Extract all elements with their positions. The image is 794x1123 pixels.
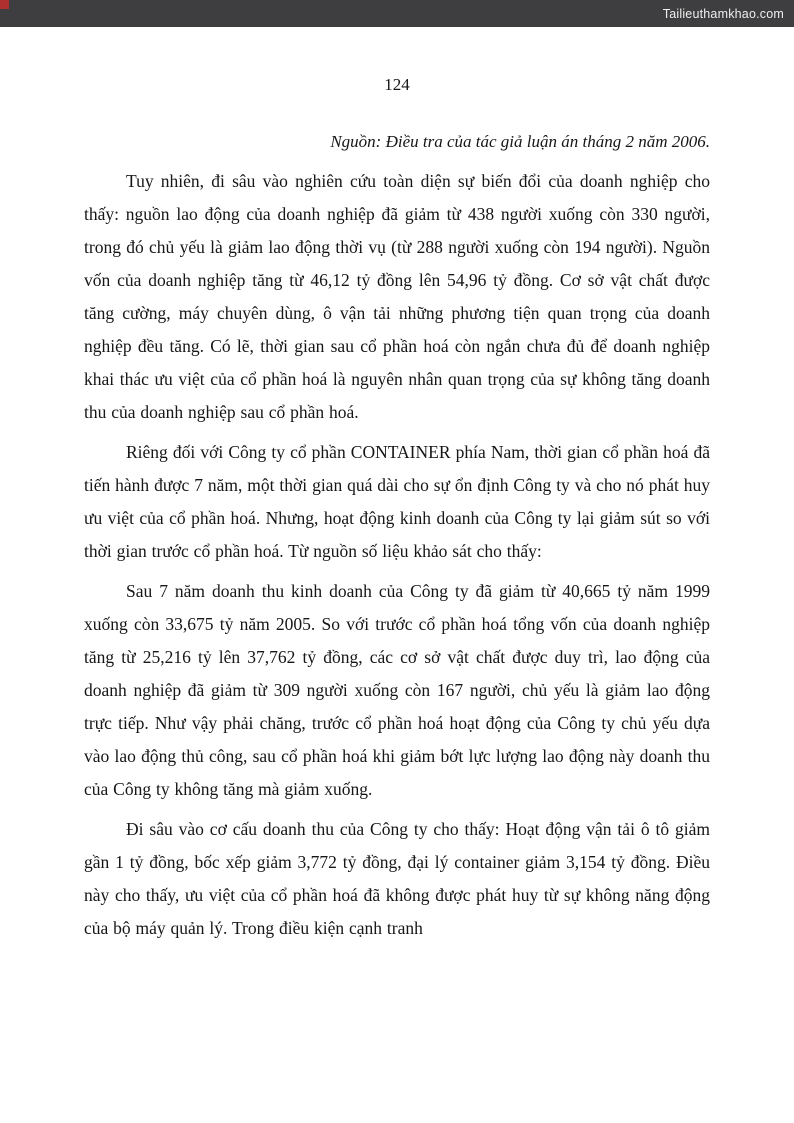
paragraph: Sau 7 năm doanh thu kinh doanh của Công ty đã giảm từ 40,665 tỷ năm 1999 xuống còn 33,675 tỷ năm 2005. So với trước cổ phần hoá tổng vốn của doanh nghiệp tăng từ 25,216 tỷ lên 37,762 tỷ đồng, các cơ sở vật chất được duy trì, lao động của doanh nghiệp đã giảm từ 309 người xuống còn 167 người, chủ yếu là giảm lao động trực tiếp. Như vậy phải chăng, trước cổ phần hoá hoạt động của Công ty chủ yếu dựa vào lao động thủ công, sau cổ phần hoá khi giảm bớt lực lượng lao động này doanh thu của Công ty không tăng mà giảm xuống. xyxy=(84,581,710,799)
watermark-bar xyxy=(0,0,794,27)
document-page xyxy=(0,27,794,945)
source-citation: Nguồn: Điều tra của tác giả luận án tháng 2 năm 2006. xyxy=(330,132,710,151)
watermark-site-label: Tailieuthamkhao.com xyxy=(662,6,784,21)
corner-accent-icon xyxy=(0,0,9,9)
page-number: 124 xyxy=(384,75,410,94)
paragraph: Tuy nhiên, đi sâu vào nghiên cứu toàn diện sự biến đổi của doanh nghiệp cho thấy: nguồn lao động của doanh nghiệp đã giảm từ 438 người xuống còn 330 người, trong đó chủ yếu là giảm lao động thời vụ (từ 288 người xuống còn 194 người). Nguồn vốn của doanh nghiệp tăng từ 46,12 tỷ đồng lên 54,96 tỷ đồng. Cơ sở vật chất được tăng cường, máy chuyên dùng, ô vận tải những phương tiện quan trọng của doanh nghiệp đều tăng. Có lẽ, thời gian sau cổ phần hoá còn ngắn chưa đủ để doanh nghiệp khai thác ưu việt của cổ phần hoá là nguyên nhân quan trọng của sự không tăng doanh thu của doanh nghiệp sau cổ phần hoá. xyxy=(84,171,710,422)
paragraph: Đi sâu vào cơ cấu doanh thu của Công ty cho thấy: Hoạt động vận tải ô tô giảm gần 1 tỷ đồng, bốc xếp giảm 3,772 tỷ đồng, đại lý container giảm 3,154 tỷ đồng. Điều này cho thấy, ưu việt của cổ phần hoá đã không được phát huy từ sự không năng động của bộ máy quản lý. Trong điều kiện cạnh tranh xyxy=(84,819,710,938)
paragraph: Riêng đối với Công ty cổ phần CONTAINER phía Nam, thời gian cổ phần hoá đã tiến hành được 7 năm, một thời gian quá dài cho sự ổn định Công ty và cho nó phát huy ưu việt của cổ phần hoá. Nhưng, hoạt động kinh doanh của Công ty lại giảm sút so với thời gian trước cổ phần hoá. Từ nguồn số liệu khảo sát cho thấy: xyxy=(84,442,710,561)
